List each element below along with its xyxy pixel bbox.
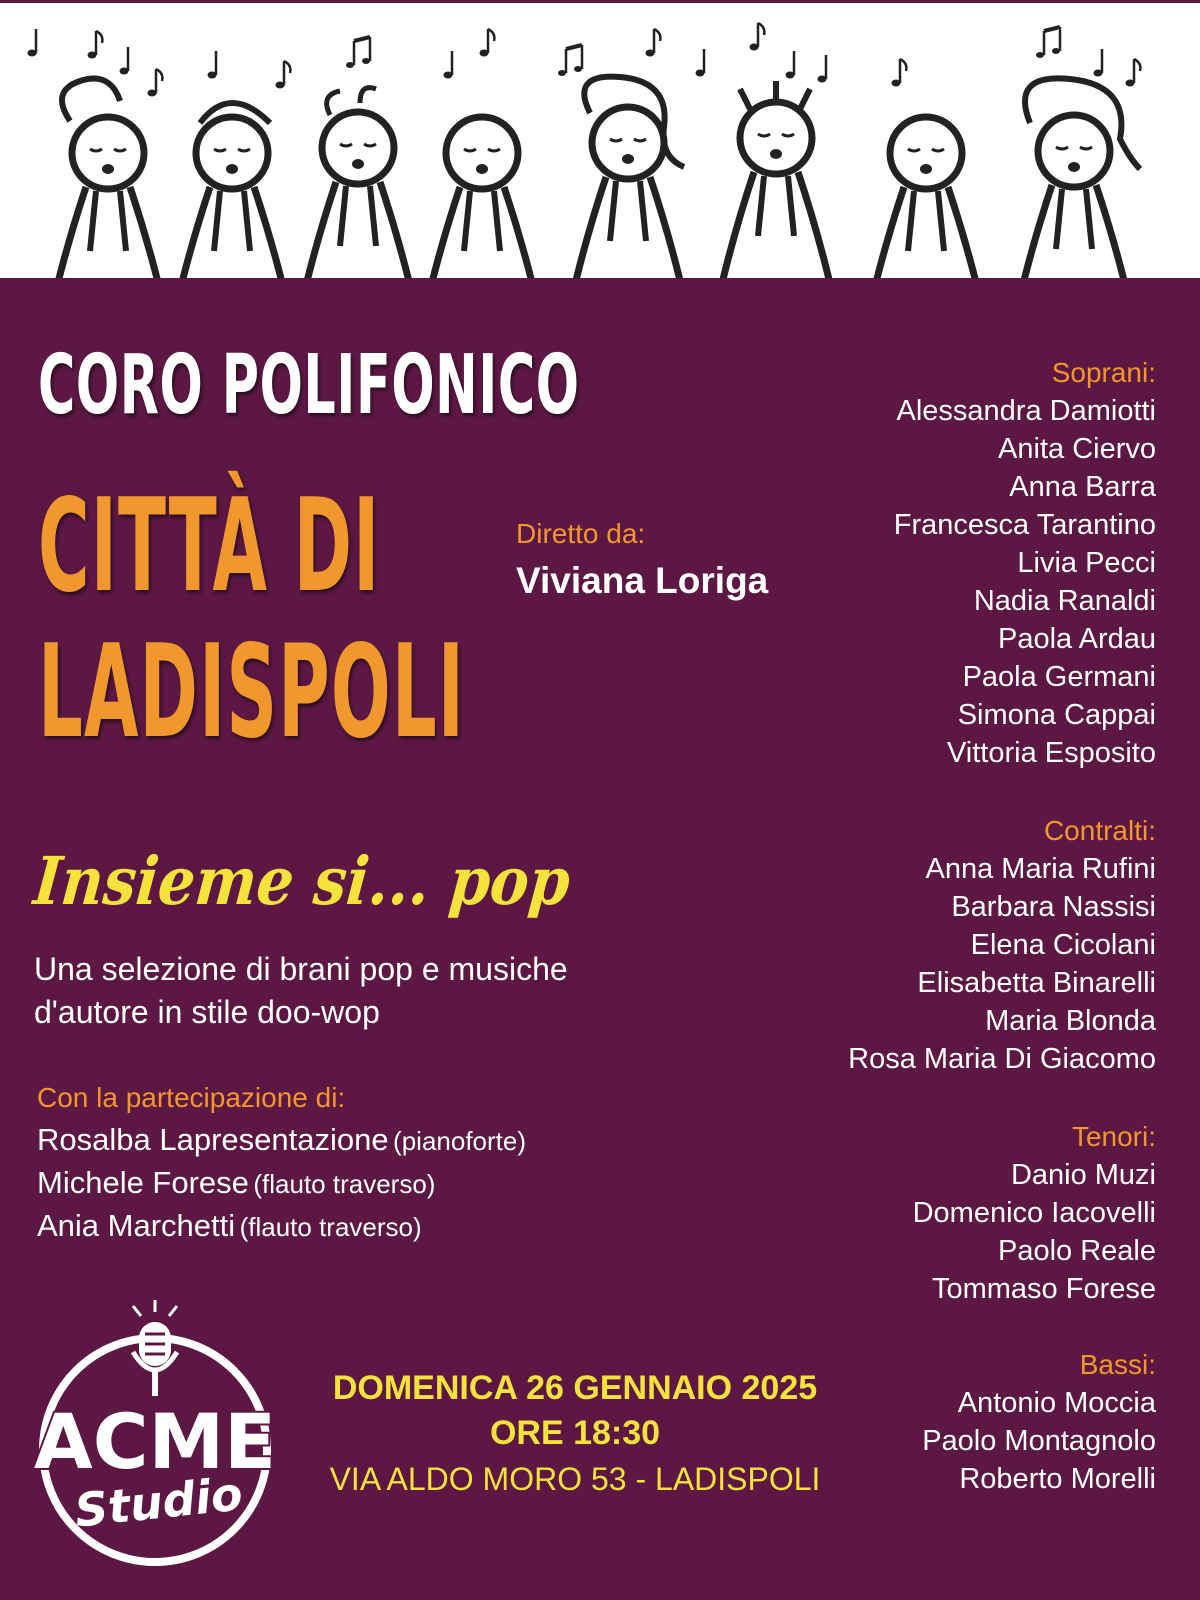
guest-item [37, 1161, 526, 1204]
guest-item [37, 1204, 526, 1247]
title-citta-di: CITTÀ DI [38, 472, 381, 621]
singing-choir-illustration [0, 0, 1200, 278]
section-label: Bassi: [1079, 1349, 1156, 1380]
guest-instrument: (flauto traverso) [239, 1212, 422, 1242]
choir-member: Paola Germani [962, 661, 1156, 693]
guest-instrument: (pianoforte) [393, 1126, 527, 1156]
microphone-icon [133, 1300, 177, 1396]
choir-member: Maria Blonda [985, 1005, 1156, 1037]
choir-member: Vittoria Esposito [946, 737, 1156, 769]
section-label: Contralti: [1043, 815, 1156, 846]
choir-member: Anna Maria Rufini [925, 853, 1156, 885]
guest-list [37, 1118, 526, 1247]
event-time: ORE 18:30 [489, 1414, 661, 1452]
director-label: Diretto da: [516, 518, 646, 549]
choir-member: Elisabetta Binarelli [917, 967, 1156, 999]
choir-member: Alessandra Damiotti [896, 395, 1156, 427]
choir-member: Anita Ciervo [998, 433, 1156, 465]
section-soprani [736, 354, 1156, 772]
description-line: Una selezione di brani pop e musiche [34, 951, 568, 987]
choir-member: Rosa Maria Di Giacomo [848, 1043, 1156, 1075]
guest-name: Ania Marchetti [37, 1208, 236, 1243]
section-bassi [736, 1346, 1156, 1498]
choir-member: Francesca Tarantino [893, 509, 1156, 541]
acme-logo-graphic [33, 1300, 277, 1570]
choir-member: Livia Pecci [1017, 547, 1156, 579]
description-line: d'autore in stile doo-wop [34, 994, 380, 1030]
event-tagline: Insieme si... pop [30, 842, 574, 920]
guest-name: Michele Forese [37, 1165, 249, 1200]
choir-member: Paola Ardau [997, 623, 1156, 655]
guest-item [37, 1118, 526, 1161]
choir-member: Simona Cappai [957, 699, 1156, 731]
logo-line1: ACME [33, 1397, 277, 1486]
logo-line2: Studio [72, 1466, 246, 1538]
event-location: VIA ALDO MORO 53 - LADISPOLI [329, 1461, 821, 1497]
title-coro-polifonico: CORO POLIFONICO [38, 338, 580, 433]
choir-member: Barbara Nassisi [951, 891, 1156, 923]
event-date: DOMENICA 26 GENNAIO 2025 [332, 1369, 818, 1407]
choir-drawing [0, 3, 1200, 278]
choir-member: Danio Muzi [1010, 1159, 1156, 1191]
choir-member: Paolo Montagnolo [922, 1425, 1156, 1457]
section-label: Tenori: [1071, 1121, 1156, 1152]
guests-label: Con la partecipazione di: [37, 1082, 346, 1113]
choir-member: Roberto Morelli [959, 1463, 1156, 1495]
choir-member: Domenico Iacovelli [912, 1197, 1156, 1229]
choir-member: Elena Cicolani [970, 929, 1156, 961]
choir-member: Anna Barra [1009, 471, 1156, 503]
choir-member: Antonio Moccia [957, 1387, 1156, 1419]
acme-studio-logo [33, 1300, 277, 1570]
title-ladispoli: LADISPOLI [38, 618, 466, 767]
guest-instrument: (flauto traverso) [253, 1169, 436, 1199]
event-description [34, 948, 674, 1034]
section-contralti [736, 812, 1156, 1078]
choir-member: Paolo Reale [998, 1235, 1156, 1267]
choir-member: Nadia Ranaldi [973, 585, 1156, 617]
guest-name: Rosalba Lapresentazione [37, 1122, 389, 1157]
director-name: Viviana Loriga [516, 560, 769, 601]
choir-member: Tommaso Forese [931, 1273, 1156, 1305]
section-tenori [736, 1118, 1156, 1308]
section-label: Soprani: [1051, 357, 1156, 388]
